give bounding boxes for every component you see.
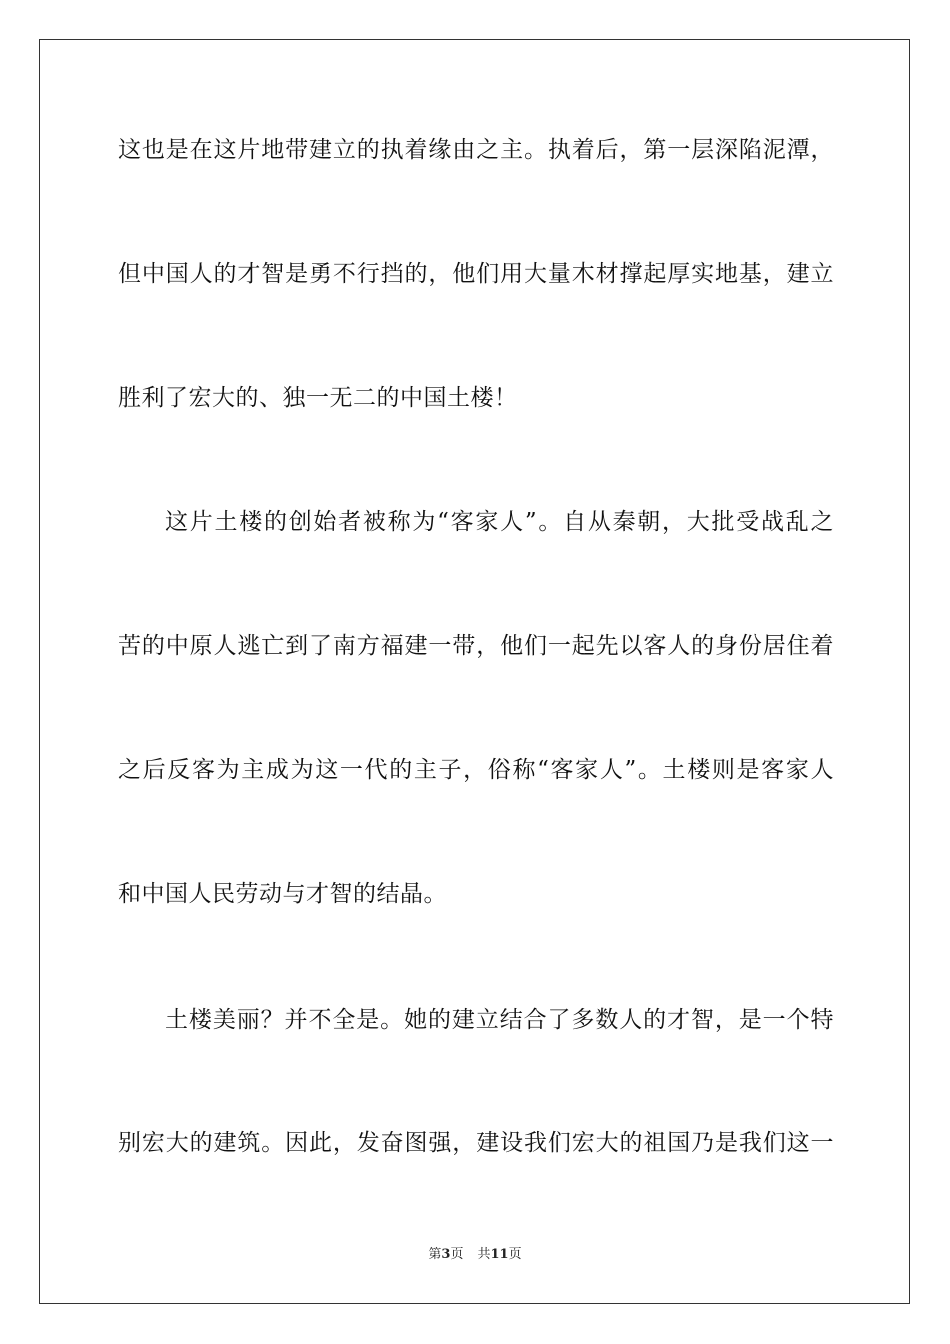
paragraph-3-line-2: 别宏大的建筑。因此，发奋图强，建设我们宏大的祖国乃是我们这一 (118, 1130, 834, 1156)
paragraph-2-line-3: 之后反客为主成为这一代的主子，俗称“客家人”。土楼则是客家人 (118, 757, 834, 783)
paragraph-2-line-2: 苦的中原人逃亡到了南方福建一带，他们一起先以客人的身份居住着 (118, 633, 834, 659)
paragraph-2-line-4: 和中国人民劳动与才智的结晶。 (118, 881, 447, 907)
paragraph-1-line-1: 这也是在这片地带建立的执着缘由之主。执着后，第一层深陷泥潭， (118, 137, 834, 163)
total-prefix: 共 (477, 1247, 491, 1262)
paragraph-3-line-1: 土楼美丽？并不全是。她的建立结合了多数人的才智，是一个特 (165, 1007, 834, 1033)
page-number: 3 (441, 1247, 451, 1262)
page-footer (0, 1246, 950, 1264)
paragraph-2-line-1: 这片土楼的创始者被称为“客家人”。自从秦朝，大批受战乱之 (165, 509, 834, 535)
paragraph-1-line-3: 胜利了宏大的、独一无二的中国土楼！ (118, 385, 518, 411)
total-suffix: 页 (508, 1247, 522, 1262)
paragraph-1-line-2: 但中国人的才智是勇不行挡的，他们用大量木材撑起厚实地基，建立 (118, 261, 834, 287)
total-pages: 11 (490, 1247, 509, 1262)
page-prefix: 第 (428, 1247, 442, 1262)
page-border (39, 39, 910, 1304)
page-suffix: 页 (450, 1247, 464, 1262)
